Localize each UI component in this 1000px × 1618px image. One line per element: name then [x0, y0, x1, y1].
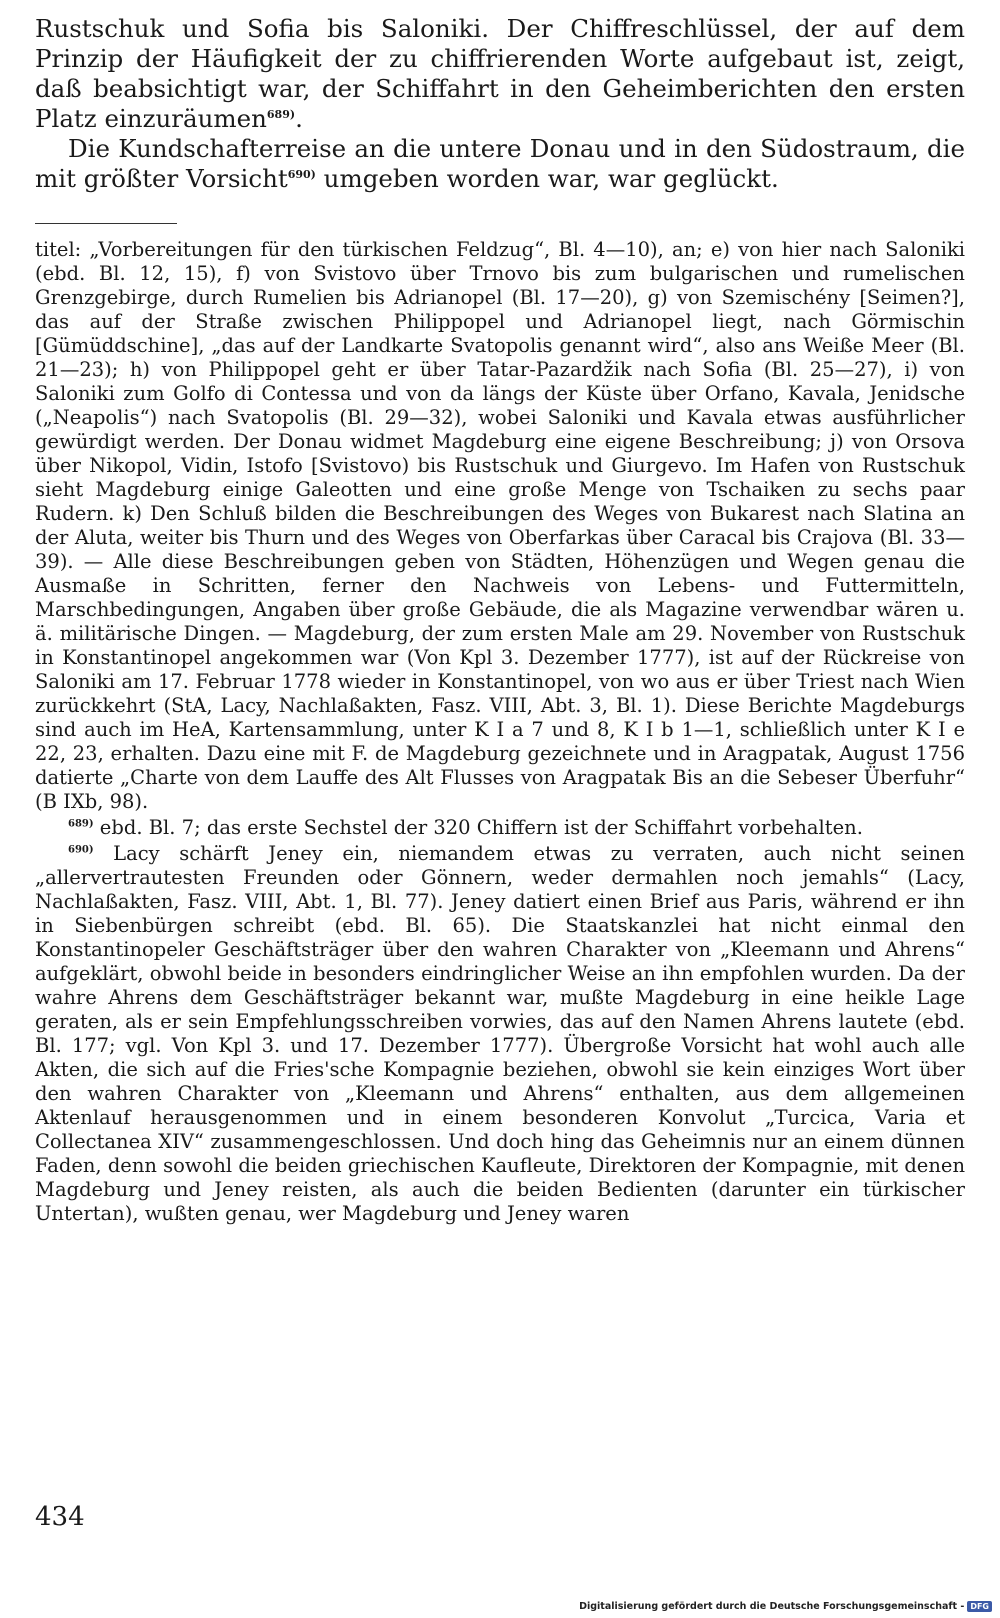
paragraph-1-text: Rustschuk und Sofia bis Saloniki. Der Chiffreschlüssel, der auf dem Prinzip der Häufigkeit der zu chiffrierenden Worte aufgebaut ist, zeigt, daß beabsichtigt war, der Schiffahrt in den Geheimberichten den ersten Platz einzuräumen [35, 14, 965, 133]
footnote-marker-689: 689) [68, 818, 94, 830]
footnote-689 [35, 816, 965, 840]
main-paragraph-2 [35, 134, 965, 194]
footnote-690-text: Lacy schärft Jeney ein, niemandem etwas zu verraten, auch nicht seinen „allervertrautesten Freunden oder Gönnern, weder dermahlen noch jemahls“ (Lacy, Nachlaßakten, Fasz. VIII, Abt. 1, Bl. 77). Jeney datiert einen Brief aus Paris, während er ihn in Siebenbürgen schreibt (ebd. Bl. 65). Die Staatskanzlei hat nicht einmal den Konstantinopeler Geschäftsträger über den wahren Charakter von „Kleemann und Ahrens“ aufgeklärt, obwohl beide in besonders eindringlicher Weise an ihn empfohlen wurden. Da der wahre Ahrens dem Geschäftsträger bekannt war, mußte Magdeburg in eine heikle Lage geraten, als er sein Empfehlungsschreiben vorwies, das auf den Namen Ahrens lautete (ebd. Bl. 177; vgl. Von Kpl 3. und 17. Dezember 1777). Übergroße Vorsicht hat wohl auch alle Akten, die sich auf die Fries'sche Kompagnie beziehen, obwohl sie kein einziges Wort über den wahren Charakter von „Kleemann und Ahrens“ enthalten, aus dem allgemeinen Aktenlauf herausgenommen und in einem besonderen Konvolut „Turcica, Varia et Collectanea XIV“ zusammengeschlossen. Und doch hing das Geheimnis nur an einem dünnen Faden, denn sowohl die beiden griechischen Kaufleute, Direktoren der Kompagnie, mit denen Magdeburg und Jeney reisten, als auch die beiden Bedienten (darunter ein türkischer Untertan), wußten genau, wer Magdeburg und Jeney waren [35, 842, 965, 1225]
main-paragraph-1 [35, 14, 965, 134]
footnote-marker-690: 690) [68, 844, 94, 856]
footnote-continued: titel: „Vorbereitungen für den türkischen Feldzug“, Bl. 4—10), an; e) von hier nach Saloniki (ebd. Bl. 12, 15), f) von Svistovo über Trnovo bis zum bulgarischen und rumelischen Grenzgebirge, durch Rumelien bis Adrianopel (Bl. 17—20), g) von Szemischény [Seimen?], das auf der Straße zwischen Philippopel und Adrianopel liegt, nach Görmischin [Gümüddschine], „das auf der Landkarte Svatopolis genannt wird“, also ans Weiße Meer (Bl. 21—23); h) von Philippopel geht er über Tatar-Pazardžik nach Sofia (Bl. 25—27), i) von Saloniki zum Golfo di Contessa und von da längs der Küste über Orfano, Kavala, Jenidsche („Neapolis“) nach Svatopolis (Bl. 29—32), wobei Saloniki und Kavala etwas ausführlicher gewürdigt werden. Der Donau widmet Magdeburg eine eigene Beschreibung; j) von Orsova über Nikopol, Vidin, Istofo [Svistovo) bis Rustschuk und Giurgevo. Im Hafen von Rustschuk sieht Magdeburg einige Galeotten und eine große Menge von Tschaiken zu sechs paar Rudern. k) Den Schluß bilden die Beschreibungen des Weges von Bukarest nach Slatina an der Aluta, weiter bis Thurn und des Weges von Oberfarkas über Caracal bis Crajova (Bl. 33—39). — Alle diese Beschreibungen geben von Städten, Höhenzügen und Wegen genau die Ausmaße in Schritten, ferner den Nachweis von Lebens- und Futtermitteln, Marschbedingungen, Angaben über große Gebäude, die als Magazine verwendbar wären u. ä. militärische Dingen. — Magdeburg, der zum ersten Male am 29. November von Rustschuk in Konstantinopel angekommen war (Von Kpl 3. Dezember 1777), ist auf der Rückreise von Saloniki am 17. Februar 1778 wieder in Konstantinopel, von wo aus er über Triest nach Wien zurückkehrt (StA, Lacy, Nachlaßakten, Fasz. VIII, Abt. 3, Bl. 1). Diese Berichte Magdeburgs sind auch im HeA, Kartensammlung, unter K I a 7 und 8, K I b 1—1, schließlich unter K I e 22, 23, erhalten. Dazu eine mit F. de Magdeburg gezeichnete und in Aragpatak, August 1756 datierte „Charte von dem Lauffe des Alt Flusses von Aragpatak Bis an die Sebeser Überfuhr“ (B IXb, 98). [35, 238, 965, 813]
paragraph-2-text-b: umgeben worden war, war geglückt. [315, 164, 779, 193]
footnote-ref-690: 690) [287, 167, 316, 181]
footnote-ref-689: 689) [266, 107, 296, 121]
dfg-logo-icon: DFG [967, 1601, 992, 1612]
main-text [35, 14, 965, 194]
paragraph-1-end: . [295, 104, 303, 133]
document-page [35, 14, 965, 1226]
credit-text: Digitalisierung gefördert durch die Deutsche Forschungsgemeinschaft - [579, 1601, 965, 1612]
footnote-separator [35, 223, 177, 224]
digitization-credit [579, 1601, 992, 1612]
footnote-690 [35, 842, 965, 1226]
footnote-689-text: ebd. Bl. 7; das erste Sechstel der 320 Chiffern ist der Schiffahrt vorbehalten. [93, 816, 863, 839]
page-number: 434 [35, 1502, 85, 1532]
paragraph-2-text-a: Die Kundschafterreise an die untere Donau und in den Südostraum, die mit größter Vorsicht [35, 134, 965, 193]
